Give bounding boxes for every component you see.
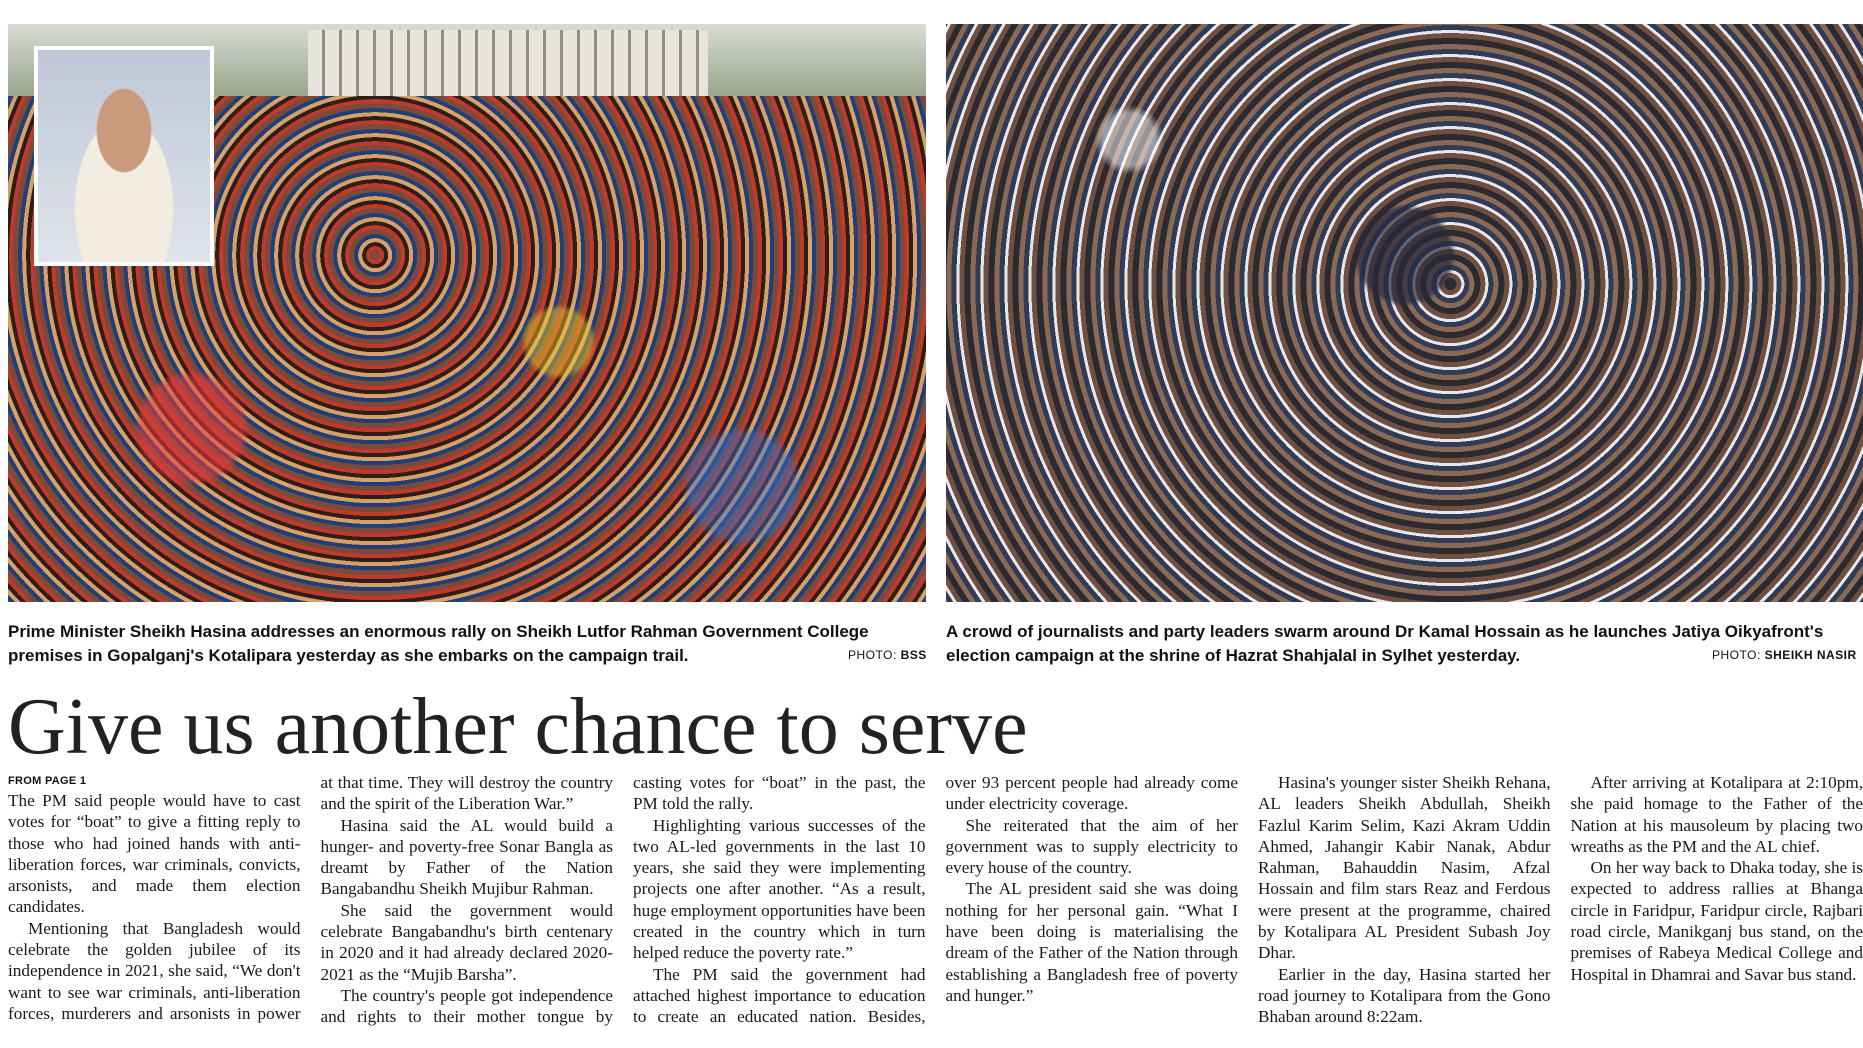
article-headline: Give us another chance to serve <box>8 683 1028 771</box>
article-paragraph: She said the government would celebrate Bangabandhu's birth centenary in 2020 and it had already declared 2020-2021 as the “Mujib Barsha”. <box>320 900 613 984</box>
article-paragraph: She reiterated that the aim of her government was to supply electricity to every house of the country. <box>945 815 1238 878</box>
photo-credit-source: BSS <box>900 648 927 662</box>
article-paragraph: Mentioning that Bangladesh would celebrate the golden jubilee of its independence in 2021, she said, “We don't want to see war criminals, anti-liberation forces, murderers and arsonists in power at that time. They will destroy the country and the spirit of the Liberation War.” <box>8 773 613 1023</box>
article-paragraph: Hasina said the AL would build a hunger- and poverty-free Sonar Bangla as dreamt by Father of the Nation Bangabandhu Sheikh Mujibur Rahman. <box>320 815 613 899</box>
rally-photo <box>8 24 926 602</box>
college-building <box>308 30 708 96</box>
photo-credit-label: PHOTO: <box>1712 648 1761 662</box>
inset-portrait-photo <box>34 46 214 266</box>
photo-credit-label: PHOTO: <box>848 648 897 662</box>
photo-credit-left <box>848 648 927 662</box>
article-paragraph: Hasina's younger sister Sheikh Rehana, AL leaders Sheikh Abdullah, Sheikh Fazlul Karim Selim, Kazi Akram Uddin Ahmed, Jahangir Kabir Nanak, Abdur Rahman, Bahauddin Nasim, Afzal Hossain and film stars Reaz and Ferdous were present at the programme, chaired by Kotalipara AL President Subash Joy Dhar. <box>1258 773 1551 963</box>
article-paragraph: Earlier in the day, Hasina started her road journey to Kotalipara from the Gono Bhaban around 8:22am. <box>1258 964 1551 1027</box>
article-paragraph: On her way back to Dhaka today, she is expected to address rallies at Bhanga circle in Faridpur, Faridpur circle, Rajbari road circle, Manikganj bus stand, on the premises of Rabeya Medical College and Hospital in Dhamrai and Savar bus stand. <box>1570 858 1863 984</box>
article-paragraph: The PM said people would have to cast votes for “boat” to give a fitting reply to those who had joined hands with anti-liberation forces, war criminals, convicts, arsonists, and made them election candidates. <box>8 791 301 917</box>
article-paragraph: Highlighting various successes of the two AL-led governments in the last 10 years, she said they were implementing projects one after another. “As a result, huge employment opportunities have been created in the country which in turn helped reduce the poverty rate.” <box>633 815 926 963</box>
photo-credit-right <box>1712 648 1857 662</box>
photo-caption-right: A crowd of journalists and party leaders swarm around Dr Kamal Hossain as he launches Jatiya Oikyafront's election campaign at the shrine of Hazrat Shahjalal in Sylhet yesterday. <box>946 622 1824 665</box>
article-body <box>8 772 1863 1048</box>
article-paragraph: The PM said the government had attached highest importance to education to create an educated nation. Besides, over 93 percent people had already come under electricity coverage. <box>633 773 1238 1027</box>
article-paragraph: The AL president said she was doing nothing for her personal gain. “What I have been doing is materialising the dream of the Father of the Nation through establishing a Bangladesh free of poverty and hunger.” <box>945 879 1238 1005</box>
article-paragraph: The country's people got independence and rights to their mother tongue by casting votes for “boat” in the past, the PM told the rally. <box>320 773 926 1027</box>
article-paragraph: After arriving at Kotalipara at 2:10pm, she paid homage to the Father of the Nation at his mausoleum by placing two wreaths as the PM and the AL chief. <box>1570 773 1863 856</box>
article-kicker: FROM PAGE 1 <box>8 775 87 787</box>
crowd-photo <box>946 24 1863 602</box>
photo-caption-left: Prime Minister Sheikh Hasina addresses an enormous rally on Sheikh Lutfor Rahman Government College premises in Gopalganj's Kotalipara yesterday as she embarks on the campaign trail. <box>8 622 869 665</box>
photo-credit-source: SHEIKH NASIR <box>1764 648 1857 662</box>
